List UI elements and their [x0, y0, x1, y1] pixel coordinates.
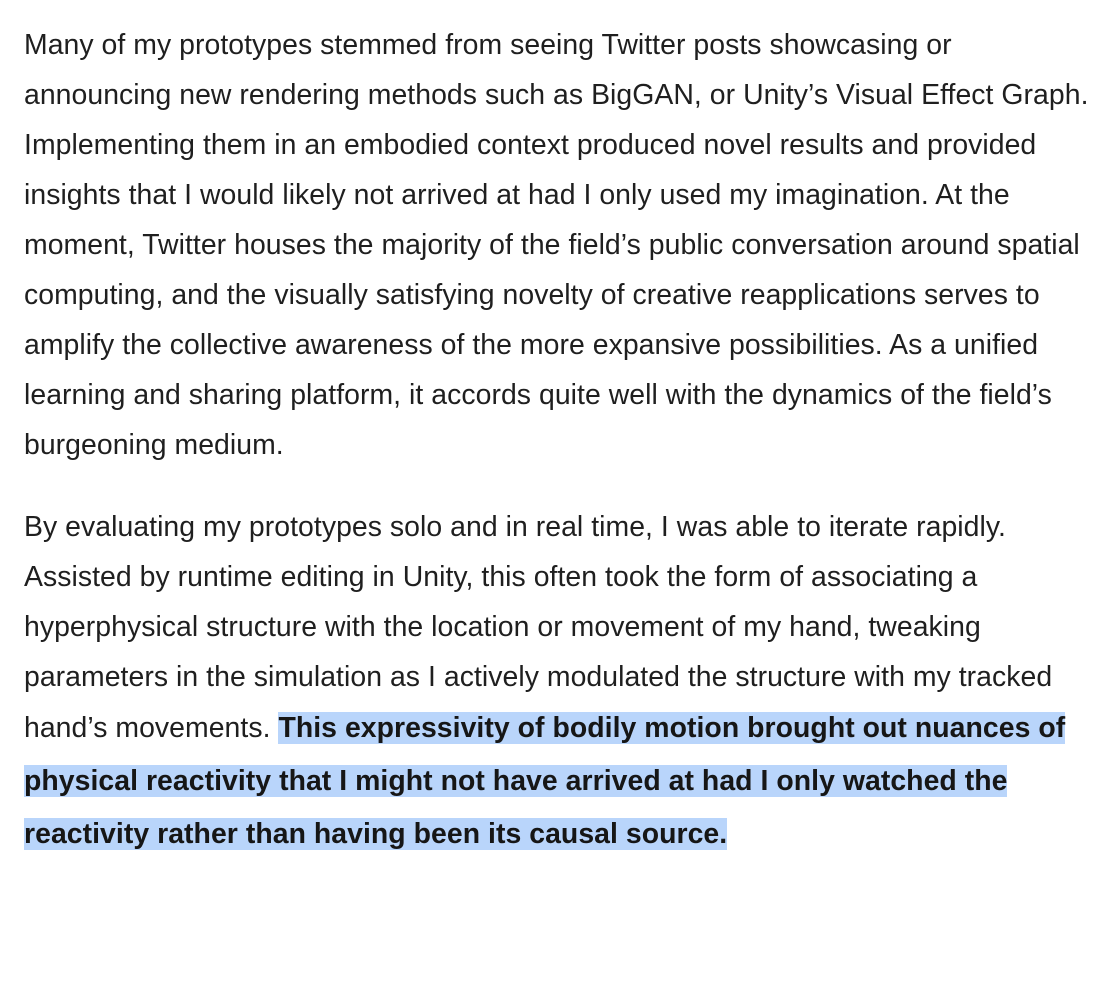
paragraph-2-text[interactable]: By evaluating my prototypes solo and in real time, I was able to iterate rapidly. Assisted by runtime editing in Unity, this often took the form of associating a hyperphysical structure with the location or movement of my hand, tweaking parameters in the simulation as I actively modulated the structure with my tracked hand’s movements. [24, 511, 1053, 744]
paragraph-1[interactable]: Many of my prototypes stemmed from seeing Twitter posts showcasing or announcing new rendering methods such as BigGAN, or Unity’s Visual Effect Graph. Implementing them in an embodied context produced novel results and provided insights that I would likely not arrived at had I only used my imagination. At the moment, Twitter houses the majority of the field’s public conversation around spatial computing, and the visually satisfying novelty of creative reapplications serves to amplify the collective awareness of the more expansive possibilities. As a unified learning and sharing platform, it accords quite well with the dynamics of the field’s burgeoning medium. [24, 29, 1089, 461]
selected-text-highlight[interactable]: This expressivity of bodily motion brought out nuances of physical reactivity that I might not have arrived at had I only watched the reactivity rather than having been its causal source. [24, 712, 1066, 850]
paragraph-2[interactable] [24, 502, 1100, 861]
article-body [24, 20, 1100, 861]
